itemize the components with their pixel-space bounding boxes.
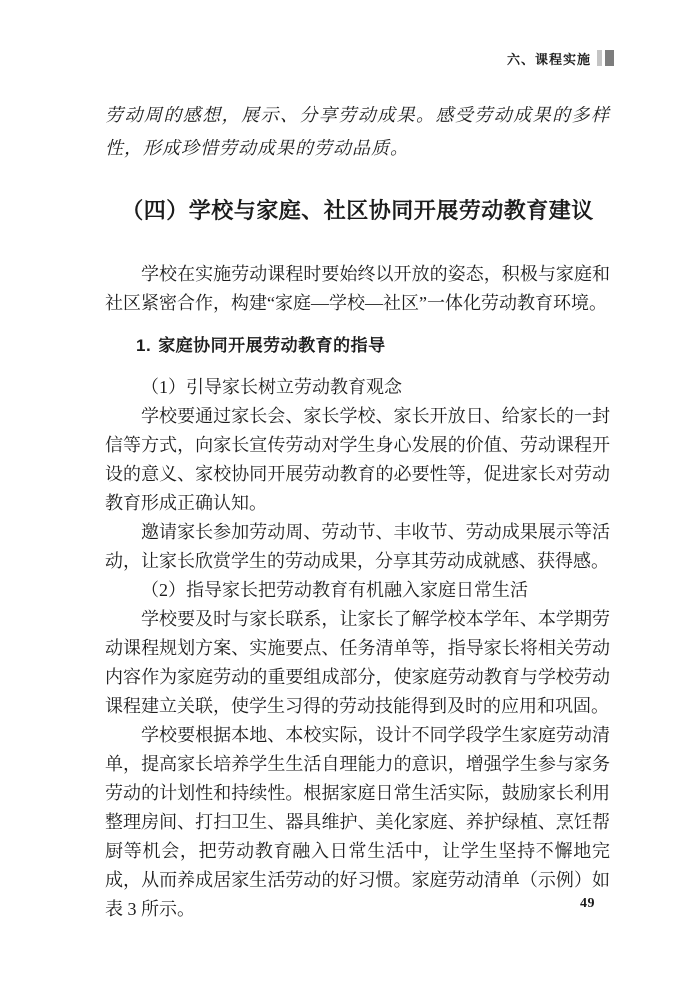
page-number: 49	[580, 896, 595, 911]
header-bar-dark-icon	[605, 50, 614, 66]
sub-heading-1	[105, 331, 610, 360]
header-bar-light-icon	[597, 50, 602, 66]
paragraph-parent-concept: 学校要通过家长会、家长学校、家长开放日、给家长的一封信等方式，向家长宣传劳动对学生身心发展的价值、劳动课程开设的意义、家校协同开展劳动教育的必要性等，促进家长对劳动教育形成正确认知。	[105, 406, 610, 513]
paragraph-home-chores-list: 学校要根据本地、本校实际，设计不同学段学生家庭劳动清单，提高家长培养学生生活自理能力的意识，增强学生参与家务劳动的计划性和持续性。根据家庭日常生活实际，鼓励家长利用整理房间、打扫卫生、器具维护、美化家庭、养护绿植、烹饪帮厨等机会，把劳动教育融入日常生活中，让学生坚持不懈地完成，从而养成居家生活劳动的好习惯。家庭劳动清单（示例）如表 3 所示。	[105, 725, 610, 919]
paragraph-invite-parents: 邀请家长参加劳动周、劳动节、丰收节、劳动成果展示等活动，让家长欣赏学生的劳动成果，分享其劳动成就感、获得感。	[105, 522, 610, 571]
header-decoration-bars-icon	[597, 50, 614, 66]
section-heading: （四）学校与家庭、社区协同开展劳动教育建议	[121, 198, 594, 223]
item-heading-2: （2）指导家长把劳动教育有机融入家庭日常生活	[141, 580, 528, 600]
intro-continued-paragraph: 劳动周的感想，展示、分享劳动成果。感受劳动成果的多样性，形成珍惜劳动成果的劳动品质。	[105, 105, 610, 158]
chapter-label: 六、课程实施	[506, 51, 591, 67]
paragraph-school-contact: 学校要及时与家长联系，让家长了解学校本学年、本学期劳动课程规划方案、实施要点、任务清单等，指导家长将相关劳动内容作为家庭劳动的重要组成部分，使家庭劳动教育与学校劳动课程建立关联，使学生习得的劳动技能得到及时的应用和巩固。	[105, 609, 610, 716]
sub-heading-title: 家庭协同开展劳动教育的指导	[158, 336, 386, 355]
sub-heading-number: 1.	[136, 336, 152, 355]
running-header	[105, 48, 610, 68]
lead-paragraph: 学校在实施劳动课程时要始终以开放的姿态，积极与家庭和社区紧密合作，构建“家庭—学校—社区”一体化劳动教育环境。	[105, 264, 610, 313]
item-heading-1: （1）引导家长树立劳动教育观念	[141, 377, 402, 397]
